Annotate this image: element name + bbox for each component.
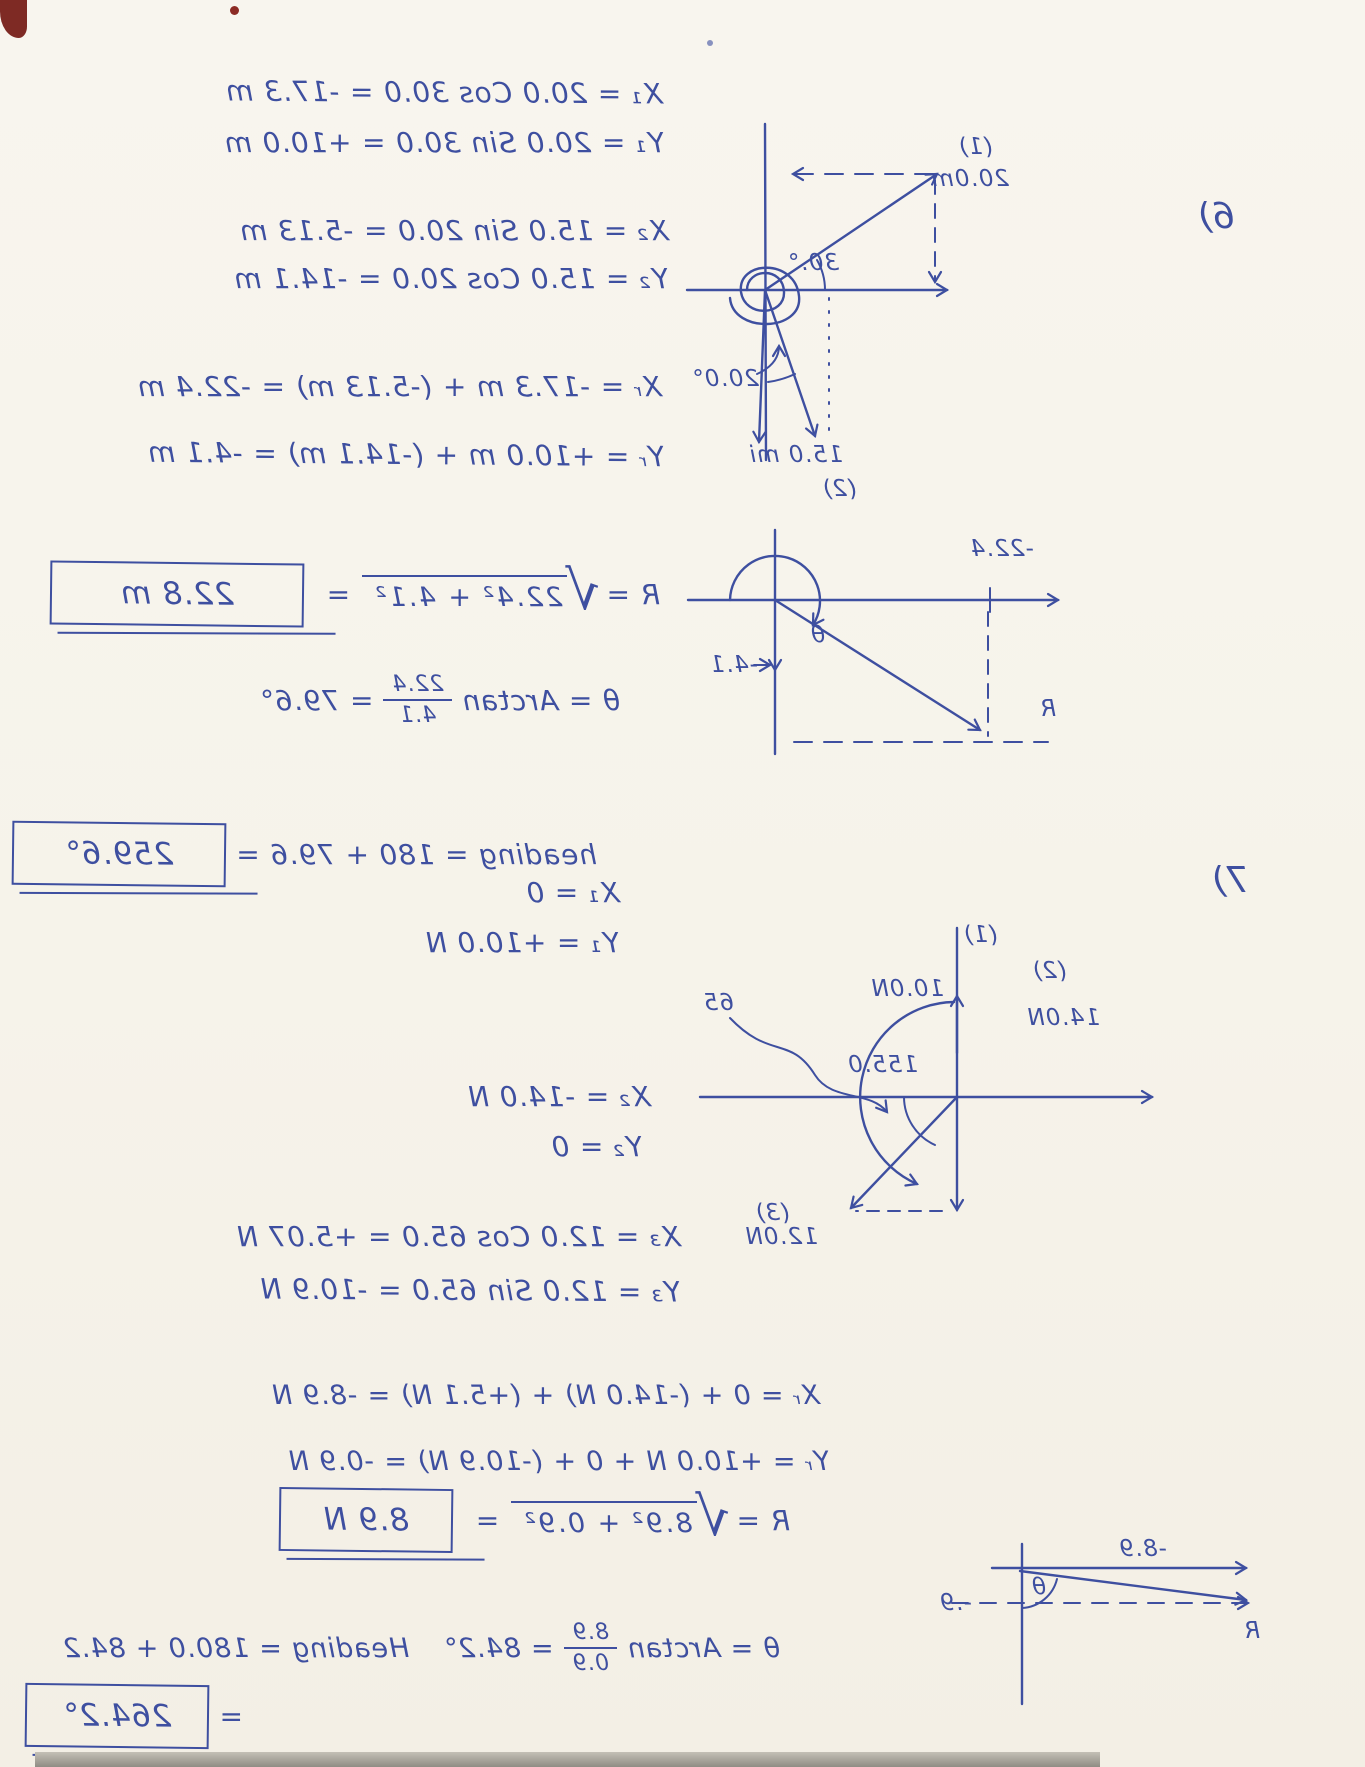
heading-lead: heading = 180 + 79.6 = — [235, 837, 597, 871]
p6-eq-y1: Y₁ = 20.0 Sin 30.0 = +10.0 m — [223, 126, 665, 159]
y-axis-down-arrow — [759, 290, 765, 442]
theta-lead: θ = Arctan — [461, 683, 620, 717]
problem6-number: 6) — [1196, 196, 1235, 237]
p6-resultant-line — [50, 559, 660, 626]
p7-eq-x3: X₃ = 12.0 Cos 65.0 = +5.07 N — [236, 1220, 681, 1253]
sqrt-sign: √ — [564, 559, 600, 623]
vector-2-magnitude-label: 15.0 mi — [748, 442, 843, 468]
vector-1-number-label: (1) — [962, 922, 998, 948]
fraction-numerator: 8.9 — [564, 1620, 617, 1649]
vector-2-number-label: (2) — [821, 476, 857, 502]
p7-theta-line — [62, 1620, 780, 1677]
resultant-vector — [775, 600, 980, 730]
page-bottom-edge — [35, 1752, 1100, 1767]
p6-eq-xr: Xᵣ = -17.3 m + (-5.13 m) = -22.4 m — [136, 370, 662, 403]
boxed-answer-magnitude: 8.9 N — [279, 1487, 454, 1553]
boxed-answer-magnitude: 22.8 m — [49, 560, 304, 627]
p6-theta-line — [259, 672, 620, 729]
theta-symbol: θ — [1030, 1574, 1046, 1600]
angle-65-label: 65 — [702, 990, 734, 1016]
y-component-label: -.9 — [938, 1590, 972, 1616]
equals-sign: = — [325, 577, 351, 611]
p7-eq-y2: Y₂ = 0 — [550, 1130, 643, 1163]
vector-3-magnitude-label: 12.0N — [744, 1224, 818, 1250]
heading-continuation: Heading = 180.0 + 84.2 — [62, 1632, 410, 1664]
vector-2-magnitude-label: 14.0N — [1026, 1005, 1100, 1031]
angle-20-pointer — [757, 346, 779, 374]
p7-final-line — [25, 1684, 243, 1748]
p6-vector-diagram — [665, 112, 1067, 522]
problem7-number: 7) — [1210, 860, 1249, 901]
vector-2-number-label: (2) — [1031, 958, 1067, 984]
fraction-denominator: 4.1 — [398, 703, 437, 729]
equals-sign: = — [218, 1699, 243, 1733]
vector-3 — [851, 1097, 957, 1208]
arctan-fraction — [383, 672, 451, 729]
p7-vector-diagram — [655, 848, 1170, 1268]
fraction-numerator: 22.4 — [383, 672, 451, 701]
ink-stain-corner — [0, 0, 27, 38]
p6-eq-x1: X₁ = 20.0 Cos 30.0 = -17.3 m — [225, 74, 664, 111]
p7-eq-y1: Y₁ = +10.0 N — [425, 926, 620, 959]
theta-lead: θ = Arctan — [627, 1632, 780, 1664]
r-equals: R = — [735, 1503, 790, 1537]
ink-speck — [230, 6, 239, 15]
radicand: 22.4² + 4.1² — [362, 575, 567, 613]
p6-resultant-diagram — [670, 522, 1072, 780]
vector-1-number-label: (1) — [957, 134, 993, 160]
p7-eq-x1: X₁ = 0 — [525, 876, 620, 909]
angle-20-label: 20.0° — [691, 366, 759, 392]
p7-eq-x2: X₂ = -14.0 N — [467, 1080, 651, 1113]
theta-symbol: θ — [809, 622, 825, 648]
equals-sign: = — [474, 1503, 500, 1537]
p6-eq-x2: X₂ = 15.0 Sin 20.0 = -5.13 m — [239, 214, 669, 247]
theta-result: = 79.6° — [259, 683, 374, 717]
fraction-denominator: 0.9 — [571, 1651, 610, 1677]
p6-heading-line — [12, 822, 597, 886]
vector-1-magnitude-label: 20.0m — [930, 166, 1009, 192]
angle-20-arc — [768, 374, 795, 382]
p7-resultant-diagram — [844, 1536, 1272, 1711]
p7-eq-xr: Xᵣ = 0 + (-14.0 N) + (+5.1 N) = -8.9 N — [271, 1380, 820, 1411]
boxed-answer-heading: 259.6° — [11, 821, 226, 888]
angle-155-arc — [860, 1002, 954, 1184]
p6-eq-y2: Y₂ = 15.0 Cos 20.0 = -14.1 m — [233, 262, 669, 295]
angle-155-label: 155.0 — [847, 1052, 918, 1078]
p7-eq-yr: Yᵣ = +10.0 N + 0 + (-10.9 N) = -0.9 N — [287, 1446, 830, 1477]
vector-1-magnitude-label: 10.0N — [870, 976, 944, 1002]
x-component-label: -8.9 — [1118, 1536, 1167, 1562]
y-component-label: -4.1 — [709, 652, 758, 678]
resultant-label: R — [1243, 1618, 1260, 1644]
boxed-answer-heading: 264.2° — [24, 1683, 209, 1749]
sqrt-sign: √ — [694, 1485, 730, 1549]
angle-30-label: 30.° — [786, 250, 839, 276]
theta-result: = 84.2° — [443, 1632, 554, 1664]
radicand: 8.9² + 0.9² — [511, 1501, 696, 1539]
r-equals: R = — [605, 577, 660, 611]
p6-eq-yr: Yᵣ = +10.0 m + (-14.1 m) = -4.1 m — [147, 435, 666, 474]
resultant-label: R — [1039, 696, 1056, 722]
pen-dot — [707, 40, 713, 46]
x-component-label: -22.4 — [969, 536, 1034, 562]
vector-3-number-label: (3) — [754, 1200, 790, 1226]
p7-eq-y3: Y₃ = 12.0 Sin 65.0 = -10.9 N — [259, 1272, 682, 1309]
arctan-fraction — [564, 1620, 617, 1677]
p7-resultant-line — [279, 1485, 790, 1552]
